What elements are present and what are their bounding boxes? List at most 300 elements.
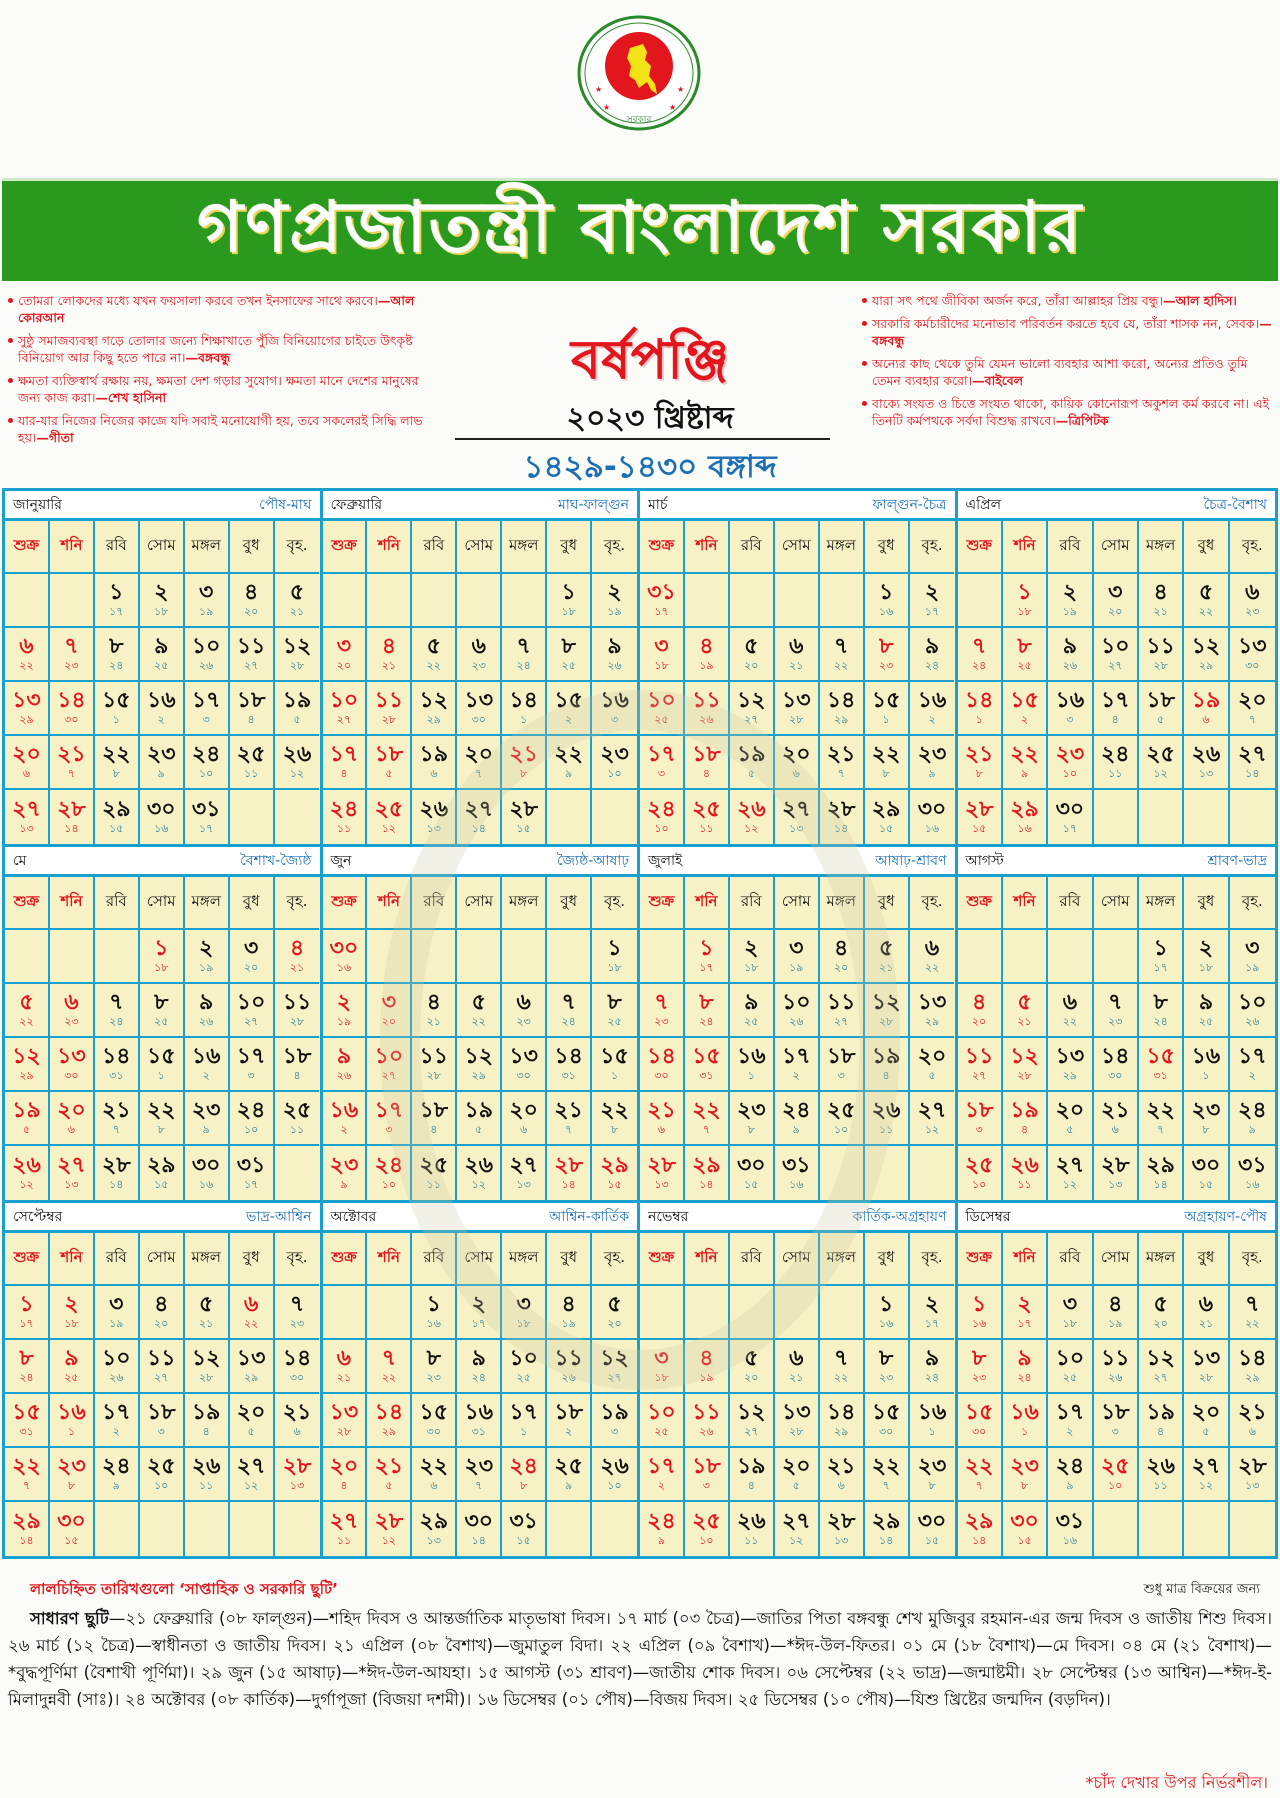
bangla-date: ১১	[336, 1534, 352, 1547]
holiday-day-cell	[958, 1286, 1003, 1340]
day-cell	[775, 1146, 820, 1200]
gregorian-date: ৯	[607, 634, 622, 659]
empty-day-cell	[185, 1502, 230, 1556]
bangla-date: ২৮	[789, 713, 804, 726]
gregorian-date: ৩১	[509, 1509, 538, 1534]
public-holidays-list	[8, 1605, 1272, 1713]
bangla-date: ২৮	[289, 659, 305, 672]
bangla-date: ১১	[243, 767, 259, 780]
gregorian-date: ২৬	[600, 1454, 629, 1479]
bangla-date: ৩	[657, 767, 666, 780]
gregorian-date: ৩১	[1238, 1153, 1267, 1178]
gregorian-date: ৭	[516, 634, 531, 659]
day-cell	[865, 790, 910, 844]
gregorian-date: ১০	[374, 1044, 404, 1069]
bangla-date: ২৬	[789, 1015, 804, 1028]
bangla-date: ১৪	[834, 822, 849, 835]
day-cell	[412, 1146, 457, 1200]
day-cell	[412, 1038, 457, 1092]
bangla-date: ৫	[1202, 1425, 1210, 1438]
bangla-date: ৩	[202, 713, 210, 726]
holiday-day-cell	[367, 1394, 412, 1448]
bangla-date: ৮	[1020, 1479, 1029, 1492]
gregorian-date: ২৭	[781, 1509, 811, 1534]
gregorian-date: ৪	[972, 990, 987, 1015]
gregorian-date: ৮	[109, 634, 124, 659]
weekday-header: সোম	[775, 521, 820, 574]
day-cell	[1184, 1448, 1229, 1502]
bangla-date: ২	[112, 1425, 120, 1438]
day-cell	[95, 1092, 140, 1146]
bangla-date: ২	[565, 713, 573, 726]
holiday-day-cell	[50, 1448, 95, 1502]
holiday-day-cell	[323, 930, 368, 984]
bangla-date: ১০	[607, 1479, 622, 1492]
gregorian-date: ১৯	[464, 1098, 494, 1123]
day-cell	[1048, 1286, 1093, 1340]
day-cell	[730, 1448, 775, 1502]
weekday-header: শনি	[50, 1233, 95, 1286]
bangla-date: ১০	[199, 767, 214, 780]
gregorian-date: ৬	[789, 1346, 804, 1371]
holiday-day-cell	[640, 984, 685, 1038]
day-cell	[592, 682, 637, 736]
bangla-date: ১৫	[924, 1534, 940, 1547]
bangla-date: ২৫	[1198, 1015, 1214, 1028]
gregorian-date: ১০	[1055, 1346, 1085, 1371]
bangla-date: ১৪	[109, 1178, 124, 1191]
bangla-date: ২৮	[336, 1425, 352, 1438]
day-cell	[457, 790, 502, 844]
bangla-date: ২৩	[878, 1371, 894, 1384]
day-cell	[230, 930, 275, 984]
weekday-header: বৃহ.	[275, 1233, 320, 1286]
bangla-date: ১৫	[1198, 1178, 1214, 1191]
weekday-header: সোম	[775, 877, 820, 930]
bangla-date: ১২	[289, 767, 305, 780]
gregorian-date: ৩	[789, 936, 804, 961]
day-cell	[412, 1448, 457, 1502]
gregorian-date: ১১	[1100, 1346, 1130, 1371]
empty-day-cell	[367, 1286, 412, 1340]
bangla-date: ২৮	[289, 1015, 305, 1028]
holiday-day-cell	[685, 1394, 730, 1448]
holiday-day-cell	[323, 628, 368, 682]
holiday-day-cell	[958, 1340, 1003, 1394]
bangla-date: ৩	[247, 1069, 255, 1082]
gregorian-date: ৩	[109, 1292, 124, 1317]
day-cell	[775, 1394, 820, 1448]
weekday-header: রবি	[730, 521, 775, 574]
bangla-date: ৬	[67, 1123, 75, 1136]
bangla-date: ৩	[610, 1425, 619, 1438]
gregorian-date: ২০	[1238, 688, 1267, 713]
month-block	[958, 491, 1276, 847]
day-cell	[457, 1394, 502, 1448]
bangla-date: ৩১	[109, 1069, 124, 1082]
bangla-date: ২৫	[64, 1371, 79, 1384]
bangla-date: ৫	[1066, 1123, 1074, 1136]
holiday-day-cell	[275, 1448, 320, 1502]
gregorian-date: ২৬	[1191, 742, 1221, 767]
holiday-day-cell	[367, 1448, 412, 1502]
gregorian-date: ১৫	[146, 1044, 176, 1069]
gregorian-date: ১৮	[236, 688, 266, 713]
bangla-date: ৮	[520, 1479, 528, 1492]
gregorian-date: ১১	[826, 990, 856, 1015]
day-cell	[95, 682, 140, 736]
day-cell	[730, 1092, 775, 1146]
bangla-date: ২৩	[1108, 1015, 1123, 1028]
day-cell	[1094, 682, 1139, 736]
day-cell	[1230, 1146, 1275, 1200]
bangla-date: ২০	[243, 961, 259, 974]
day-cell	[1184, 736, 1229, 790]
empty-day-cell	[1139, 790, 1184, 844]
month-name: অক্টোবর	[330, 1208, 377, 1225]
month-days-grid	[323, 1233, 638, 1556]
bangla-months: চৈত্র-বৈশাখ	[1203, 496, 1267, 513]
day-cell	[230, 1340, 275, 1394]
holiday-day-cell	[50, 1502, 95, 1556]
bangla-date: ১০	[699, 1534, 714, 1547]
bangla-date: ১৮	[1062, 1317, 1078, 1330]
weekday-header: শনি	[1003, 1233, 1048, 1286]
gregorian-date: ১০	[647, 1400, 676, 1425]
bangla-date: ৬	[792, 767, 800, 780]
day-cell	[185, 1340, 230, 1394]
bangla-date: ১৪	[471, 1534, 486, 1547]
weekday-header: শুক্র	[323, 1233, 368, 1286]
bangla-months: আষাঢ়-শ্রাবণ	[875, 852, 947, 869]
gregorian-date: ২৫	[692, 797, 721, 822]
day-cell	[95, 628, 140, 682]
gregorian-date: ২৮	[57, 797, 86, 822]
day-cell	[1230, 574, 1275, 628]
gregorian-date: ৩১	[1055, 1509, 1085, 1534]
bangla-date: ১১	[336, 822, 352, 835]
bangla-date: ৮	[975, 767, 983, 780]
day-cell	[185, 984, 230, 1038]
bangla-date: ২৬	[699, 713, 714, 726]
gregorian-date: ২৫	[1146, 742, 1175, 767]
day-cell	[230, 1092, 275, 1146]
holiday-day-cell	[958, 1448, 1003, 1502]
bangla-date: ২২	[426, 659, 441, 672]
gregorian-date: ১২	[464, 1044, 494, 1069]
bangla-date: ২৫	[561, 659, 576, 672]
bangla-date: ৩০	[1108, 1069, 1123, 1082]
holiday-day-cell	[640, 1038, 685, 1092]
holiday-day-cell	[640, 1092, 685, 1146]
gregorian-date: ৩০	[1010, 1509, 1039, 1534]
month-block	[958, 847, 1276, 1203]
gregorian-date: ৯	[199, 990, 214, 1015]
empty-day-cell	[640, 930, 685, 984]
empty-day-cell	[775, 574, 820, 628]
gregorian-date: ২৭	[917, 1098, 947, 1123]
gregorian-date: ২	[607, 580, 622, 605]
holiday-day-cell	[640, 574, 685, 628]
bangla-date: ২১	[789, 659, 804, 672]
holiday-day-cell	[685, 628, 730, 682]
day-cell	[275, 736, 320, 790]
gregorian-date: ৪	[1108, 1292, 1123, 1317]
gregorian-date: ২	[924, 580, 940, 605]
gregorian-date: ৭	[561, 990, 576, 1015]
empty-day-cell	[457, 930, 502, 984]
gregorian-date: ১০	[647, 688, 676, 713]
bangla-date: ৪	[247, 713, 255, 726]
month-name: সেপ্টেম্বর	[13, 1208, 63, 1225]
gregorian-date: ১৫	[1010, 688, 1039, 713]
gregorian-date: ১১	[554, 1346, 583, 1371]
day-cell	[185, 1038, 230, 1092]
month-header	[640, 847, 955, 877]
bangla-date: ২১	[1017, 1015, 1032, 1028]
gregorian-date: ১০	[1238, 990, 1267, 1015]
gregorian-date: ২২	[871, 1454, 901, 1479]
day-cell	[1048, 1146, 1093, 1200]
bangla-date: ২৭	[607, 1371, 622, 1384]
bangla-date: ১৯	[109, 1317, 124, 1330]
bangla-date: ২১	[426, 1015, 441, 1028]
bangla-date: ১৬	[1062, 1534, 1078, 1547]
bangla-date: ৫	[22, 1123, 31, 1136]
bangla-date: ১৪	[471, 822, 486, 835]
day-cell	[592, 736, 637, 790]
gregorian-date: ২৫	[282, 1098, 312, 1123]
day-cell	[275, 984, 320, 1038]
holiday-day-cell	[5, 1146, 50, 1200]
gregorian-date: ৩০	[917, 1509, 947, 1534]
weekday-header: বুধ	[230, 521, 275, 574]
gregorian-date: ১১	[692, 1400, 721, 1425]
day-cell	[1139, 1146, 1184, 1200]
weekday-header: সোম	[775, 1233, 820, 1286]
gregorian-date: ৩	[1108, 580, 1123, 605]
day-cell	[412, 1286, 457, 1340]
bangla-date: ৯	[928, 767, 936, 780]
gregorian-date: ১	[154, 936, 169, 961]
day-cell	[185, 736, 230, 790]
day-cell	[865, 984, 910, 1038]
bangla-date: ৫	[293, 713, 301, 726]
gregorian-date: ১৭	[236, 1044, 266, 1069]
month-name: মার্চ	[648, 496, 668, 513]
weekday-header: শুক্র	[5, 1233, 50, 1286]
gregorian-date: ২৩	[146, 742, 176, 767]
day-cell	[457, 1286, 502, 1340]
holiday-day-cell	[5, 984, 50, 1038]
bangla-date: ২	[340, 1123, 348, 1136]
weekday-header: বুধ	[865, 1233, 910, 1286]
weekday-header: সোম	[140, 521, 185, 574]
holiday-day-cell	[50, 1092, 95, 1146]
day-cell	[547, 628, 592, 682]
gregorian-date: ৩১	[781, 1153, 811, 1178]
bangla-date: ২৪	[19, 1371, 34, 1384]
holiday-day-cell	[958, 628, 1003, 682]
gregorian-date: ১৩	[236, 1346, 266, 1371]
bangla-date: ৬	[837, 1479, 845, 1492]
bangla-date: ১২	[243, 1479, 259, 1492]
holiday-day-cell	[50, 1340, 95, 1394]
empty-day-cell	[1139, 1502, 1184, 1556]
bangla-date: ১৬	[972, 1317, 987, 1330]
gregorian-date: ৯	[924, 1346, 940, 1371]
bangla-months: আশ্বিন-কার্তিক	[549, 1208, 629, 1225]
day-cell	[275, 574, 320, 628]
bangla-date: ২	[565, 1425, 573, 1438]
day-cell	[140, 1092, 185, 1146]
day-cell	[1048, 984, 1093, 1038]
day-cell	[820, 682, 865, 736]
bangla-date: ১৮	[654, 1371, 669, 1384]
weekday-header: শুক্র	[323, 877, 368, 930]
quote-item: অন্যের কাছ থেকে তুমি যেমন ভালো ব্যবহার আশা করো, অন্যের প্রতিও তুমি তেমন ব্যবহার করো।—বাইবেল	[862, 355, 1278, 389]
gregorian-date: ১৫	[871, 688, 901, 713]
gregorian-date: ১	[426, 1292, 441, 1317]
bangla-date: ৫	[247, 1425, 255, 1438]
day-cell	[730, 1146, 775, 1200]
bangla-date: ১৬	[426, 1317, 441, 1330]
day-cell	[1094, 628, 1139, 682]
gregorian-date: ১৯	[737, 742, 766, 767]
gregorian-date: ১৬	[191, 1044, 221, 1069]
bangla-date: ১	[520, 1425, 528, 1438]
bangla-date: ২৫	[1017, 659, 1032, 672]
gregorian-date: ২৮	[509, 797, 538, 822]
empty-day-cell	[958, 930, 1003, 984]
gregorian-date: ২৪	[1100, 742, 1130, 767]
bangla-date: ৩০	[289, 1371, 305, 1384]
gregorian-date: ১০	[102, 1346, 131, 1371]
gregorian-date: ১৪	[509, 688, 538, 713]
gregorian-date: ১০	[509, 1346, 538, 1371]
day-cell	[1094, 1394, 1139, 1448]
bangla-date: ৪	[293, 1069, 301, 1082]
gregorian-date: ২৯	[1010, 797, 1039, 822]
month-header	[640, 1203, 955, 1233]
weekday-header: শুক্র	[640, 877, 685, 930]
holiday-day-cell	[367, 682, 412, 736]
gregorian-date: ৭	[834, 634, 849, 659]
gregorian-date: ৮	[426, 1346, 441, 1371]
gregorian-date: ১০	[329, 688, 359, 713]
empty-day-cell	[730, 574, 775, 628]
day-cell	[412, 1502, 457, 1556]
weekday-header: বৃহ.	[1230, 877, 1275, 930]
bangla-date: ৮	[520, 767, 528, 780]
empty-day-cell	[95, 930, 140, 984]
day-cell	[457, 1092, 502, 1146]
weekday-header: মঙ্গল	[820, 1233, 865, 1286]
day-cell	[1230, 984, 1275, 1038]
gregorian-date: ২৩	[917, 1454, 947, 1479]
bangla-date: ১৭	[19, 1317, 34, 1330]
bangla-date: ২৩	[1245, 605, 1260, 618]
holiday-day-cell	[1003, 1448, 1048, 1502]
gregorian-date: ৩	[1062, 1292, 1078, 1317]
empty-day-cell	[275, 790, 320, 844]
bangla-date: ৪	[340, 767, 348, 780]
gregorian-date: ৫	[1153, 1292, 1168, 1317]
bangla-date: ১০	[381, 1178, 397, 1191]
month-header	[958, 1203, 1276, 1233]
day-cell	[547, 682, 592, 736]
gregorian-date: ১৫	[964, 1400, 994, 1425]
gregorian-date: ২৪	[1055, 1454, 1085, 1479]
gregorian-date: ২	[336, 990, 352, 1015]
bangla-date: ৩	[702, 1479, 710, 1492]
gregorian-date: ২	[924, 1292, 940, 1317]
gregorian-date: ১০	[781, 990, 811, 1015]
bangla-date: ২৭	[834, 1015, 849, 1028]
month-name: আগস্ট	[965, 852, 1004, 869]
gregorian-date: ৯	[471, 1346, 486, 1371]
day-cell	[457, 736, 502, 790]
gregorian-date: ১৬	[1010, 1400, 1039, 1425]
gregorian-date: ২৩	[1010, 1454, 1039, 1479]
gregorian-date: ১১	[146, 1346, 176, 1371]
gregorian-date: ২৯	[419, 1509, 449, 1534]
bangla-date: ১৫	[516, 1534, 531, 1547]
gregorian-date: ২৮	[647, 1153, 676, 1178]
holiday-day-cell	[50, 1038, 95, 1092]
gregorian-date: ৭	[64, 634, 79, 659]
bangla-date: ২৭	[154, 1371, 169, 1384]
bangla-date: ৯	[565, 1479, 573, 1492]
gregorian-date: ১৫	[102, 688, 131, 713]
weekday-header: বুধ	[547, 1233, 592, 1286]
gregorian-date: ৯	[154, 634, 169, 659]
gregorian-date: ২২	[692, 1098, 721, 1123]
holiday-day-cell	[730, 790, 775, 844]
bangla-date: ১১	[1153, 1479, 1168, 1492]
bangla-date: ১১	[289, 1123, 305, 1136]
gregorian-date: ২৭	[781, 797, 811, 822]
gregorian-date: ১৭	[647, 1454, 676, 1479]
bangla-date: ১৯	[1245, 961, 1260, 974]
bangla-date: ২৩	[516, 1015, 531, 1028]
weekday-header: রবি	[1048, 521, 1093, 574]
day-cell	[185, 790, 230, 844]
day-cell	[502, 1092, 547, 1146]
bangla-date: ৪	[747, 1479, 755, 1492]
bangla-date: ১৮	[154, 605, 169, 618]
bangla-date: ১	[157, 1069, 165, 1082]
weekday-header: বুধ	[230, 877, 275, 930]
bangla-date: ২৭	[744, 713, 759, 726]
gregorian-date: ১১	[1146, 634, 1175, 659]
month-header	[958, 491, 1276, 521]
day-cell	[1139, 574, 1184, 628]
day-cell	[1139, 682, 1184, 736]
gregorian-date: ২৬	[191, 1454, 221, 1479]
bangla-date: ২৯	[471, 1069, 486, 1082]
day-cell	[275, 628, 320, 682]
weekday-header: সোম	[1094, 1233, 1139, 1286]
gregorian-date: ১৬	[146, 688, 176, 713]
holiday-day-cell	[958, 1146, 1003, 1200]
empty-day-cell	[1184, 790, 1229, 844]
weekday-header: বৃহ.	[910, 521, 955, 574]
gregorian-date: ৬	[1198, 1292, 1214, 1317]
gregorian-date: ২৮	[282, 1454, 312, 1479]
day-cell	[730, 1340, 775, 1394]
gregorian-date: ২৫	[146, 1454, 176, 1479]
